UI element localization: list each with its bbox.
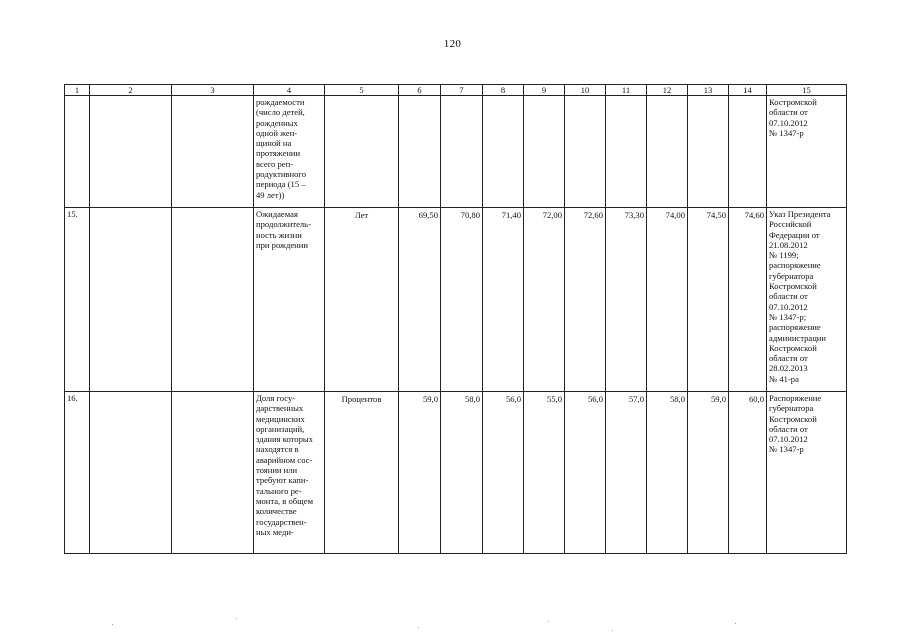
value-cell: [565, 96, 606, 208]
column-header: 5: [325, 85, 399, 96]
unit-cell: Процентов: [325, 392, 399, 554]
column-header: 2: [90, 85, 172, 96]
cell-col3: [172, 392, 254, 554]
cell-col3: [172, 208, 254, 392]
indicator-name: Доля госу- дарственных медицинских организаций, здания которых находятся в аварийном сос- тоянии или требуют капи- тального ре- монта, в общем количестве государствен- ных меди-: [254, 392, 325, 554]
legal-basis-cell: Указ Президента Российской Федерации от 21.08.2012 № 1199; распоряжение губернатора Костромской области от 07.10.2012 № 1347-р; распоряжение администрации Костромской области от 28.02.2013 № 41-ра: [767, 208, 847, 392]
value-cell: [399, 96, 441, 208]
scan-speck: [612, 630, 613, 631]
value-cell: 73,30: [606, 208, 647, 392]
page-number: 120: [443, 38, 462, 50]
value-cell: 59,0: [399, 392, 441, 554]
row-number: [65, 96, 90, 208]
value-cell: 71,40: [483, 208, 524, 392]
value-cell: 55,0: [524, 392, 565, 554]
scan-speck: [548, 621, 549, 622]
cell-col2: [90, 208, 172, 392]
value-cell: 57,0: [606, 392, 647, 554]
column-header: 12: [647, 85, 688, 96]
column-header: 15: [767, 85, 847, 96]
unit-cell: [325, 96, 399, 208]
value-cell: [647, 96, 688, 208]
value-cell: [483, 96, 524, 208]
value-cell: 58,0: [647, 392, 688, 554]
column-header: 9: [524, 85, 565, 96]
value-cell: [524, 96, 565, 208]
scan-speck: [735, 623, 736, 624]
column-header: 7: [441, 85, 483, 96]
indicator-name: рождаемости (число детей, рожденных одной жен- щиной на протяжении всего реп- родуктивного периода (15 – 49 лет)): [254, 96, 325, 208]
legal-basis-cell: Костромской области от 07.10.2012 № 1347-р: [767, 96, 847, 208]
column-header: 4: [254, 85, 325, 96]
legal-basis-cell: Распоряжение губернатора Костромской области от 07.10.2012 № 1347-р: [767, 392, 847, 554]
column-header: 11: [606, 85, 647, 96]
value-cell: 56,0: [565, 392, 606, 554]
row-number: 16.: [65, 392, 90, 554]
table-row: [65, 96, 847, 208]
table-row: [65, 392, 847, 554]
value-cell: 70,80: [441, 208, 483, 392]
value-cell: 72,60: [565, 208, 606, 392]
scan-speck: [236, 618, 237, 619]
value-cell: [688, 96, 729, 208]
table-header-row: [65, 85, 847, 96]
column-header: 10: [565, 85, 606, 96]
column-header: 3: [172, 85, 254, 96]
scan-speck: [112, 624, 113, 625]
cell-col2: [90, 96, 172, 208]
value-cell: 72,00: [524, 208, 565, 392]
column-header: 6: [399, 85, 441, 96]
cell-col3: [172, 96, 254, 208]
indicator-name: Ожидаемая продолжитель- ность жизни при рождении: [254, 208, 325, 392]
unit-cell: Лет: [325, 208, 399, 392]
value-cell: 59,0: [688, 392, 729, 554]
column-header: 14: [729, 85, 767, 96]
column-header: 8: [483, 85, 524, 96]
value-cell: 56,0: [483, 392, 524, 554]
value-cell: 74,60: [729, 208, 767, 392]
column-header: 13: [688, 85, 729, 96]
table-row: [65, 208, 847, 392]
value-cell: [606, 96, 647, 208]
value-cell: [441, 96, 483, 208]
value-cell: 60,0: [729, 392, 767, 554]
value-cell: 74,00: [647, 208, 688, 392]
row-number: 15.: [65, 208, 90, 392]
value-cell: 69,50: [399, 208, 441, 392]
indicators-table: [64, 84, 847, 554]
value-cell: 58,0: [441, 392, 483, 554]
cell-col2: [90, 392, 172, 554]
column-header: 1: [65, 85, 90, 96]
value-cell: 74,50: [688, 208, 729, 392]
scan-speck: [418, 627, 419, 628]
value-cell: [729, 96, 767, 208]
